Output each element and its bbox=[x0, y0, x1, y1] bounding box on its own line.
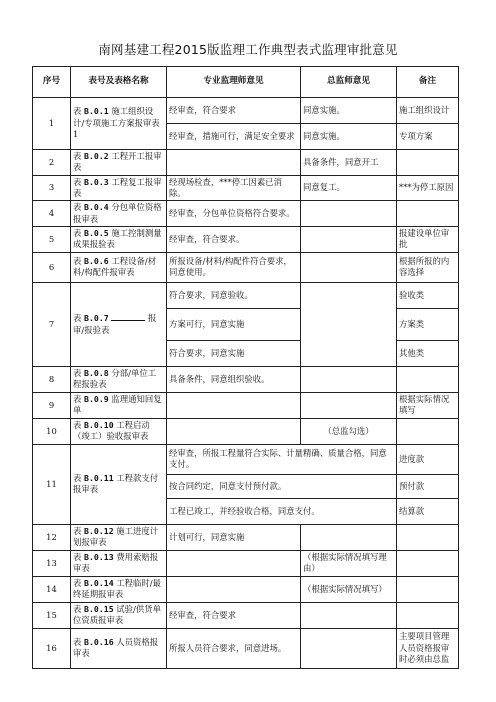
pro-opinion: 工程已竣工，并经验收合格，同意支付。 bbox=[167, 498, 397, 524]
form-title: 试验/供货单位资质报审表 bbox=[73, 603, 161, 626]
row-form-name bbox=[71, 550, 167, 576]
form-title: 施工组织设计/专项施工方案报审表1 bbox=[73, 106, 160, 140]
pro-opinion: 经现场检查，***停工因素已消除。 bbox=[167, 175, 301, 201]
table-row bbox=[33, 576, 459, 602]
remark bbox=[397, 576, 459, 602]
form-code: B.0.10 bbox=[84, 419, 114, 430]
remark: 主要项目管理人员资格报审时必须由总监 bbox=[397, 628, 459, 668]
remark bbox=[397, 418, 459, 444]
header-no: 序号 bbox=[33, 67, 71, 98]
row-no: 5 bbox=[33, 227, 71, 253]
header-name: 表号及表格名称 bbox=[71, 67, 167, 98]
row-no: 1 bbox=[33, 98, 71, 150]
form-title: 报审/报验表 bbox=[73, 313, 157, 335]
form-prefix: 表 bbox=[73, 551, 82, 562]
form-code: B.0.9 bbox=[84, 393, 109, 404]
fill-in-blank bbox=[111, 312, 145, 321]
remark: 预付款 bbox=[397, 474, 459, 498]
table-row bbox=[33, 366, 459, 392]
chief-opinion: 同意实施。 bbox=[301, 98, 397, 124]
pro-opinion: 符合要求，同意验收。 bbox=[167, 282, 301, 308]
form-code: B.0.3 bbox=[84, 176, 109, 187]
form-prefix: 表 bbox=[73, 176, 82, 187]
form-title: 工程开工报审表 bbox=[73, 151, 162, 173]
form-code: B.0.4 bbox=[84, 202, 109, 213]
form-prefix: 表 bbox=[73, 202, 82, 213]
form-code: B.0.7 bbox=[84, 313, 109, 324]
pro-opinion: 经审查，分包单位资格符合要求。 bbox=[167, 201, 301, 227]
form-code: B.0.13 bbox=[84, 551, 114, 562]
chief-opinion: （根据实际情况填写理由） bbox=[301, 550, 397, 576]
form-prefix: 表 bbox=[73, 577, 82, 588]
row-form-name bbox=[71, 444, 167, 524]
form-prefix: 表 bbox=[73, 313, 82, 324]
remark bbox=[397, 366, 459, 392]
pro-opinion: 经审查，符合要求。 bbox=[167, 227, 301, 253]
row-form-name bbox=[71, 628, 167, 668]
chief-opinion bbox=[301, 602, 397, 628]
approval-opinion-table bbox=[32, 66, 459, 669]
chief-opinion bbox=[301, 524, 397, 550]
form-code: B.0.1 bbox=[84, 106, 109, 117]
row-no: 8 bbox=[33, 366, 71, 392]
table-row bbox=[33, 201, 459, 227]
form-prefix: 表 bbox=[73, 636, 82, 647]
chief-opinion bbox=[301, 366, 397, 392]
remark: 结算款 bbox=[397, 498, 459, 524]
table-row bbox=[33, 252, 459, 282]
form-code: B.0.12 bbox=[84, 525, 114, 536]
row-no: 16 bbox=[33, 628, 71, 668]
remark bbox=[397, 150, 459, 176]
remark: ***为停工原因 bbox=[397, 175, 459, 201]
form-prefix: 表 bbox=[73, 228, 82, 239]
header-chief-opinion: 总监师意见 bbox=[301, 67, 397, 98]
form-code: B.0.14 bbox=[84, 577, 114, 588]
remark: 施工组织设计 bbox=[397, 98, 459, 124]
form-code: B.0.5 bbox=[84, 228, 109, 239]
row-no: 3 bbox=[33, 175, 71, 201]
pro-opinion bbox=[167, 550, 301, 576]
row-form-name bbox=[71, 252, 167, 282]
form-code: B.0.15 bbox=[84, 603, 114, 614]
remark: 验收类 bbox=[397, 282, 459, 308]
chief-opinion: （根据实际情况填写） bbox=[301, 576, 397, 602]
pro-opinion: 符合要求，同意实施 bbox=[167, 340, 301, 366]
pro-opinion bbox=[167, 418, 301, 444]
approval-table-frame bbox=[32, 66, 458, 669]
row-no: 13 bbox=[33, 550, 71, 576]
chief-opinion bbox=[301, 628, 397, 668]
form-title: 分包单位资格报审表 bbox=[73, 202, 162, 224]
pro-opinion: 经审查，措施可行，满足安全要求 bbox=[167, 124, 301, 150]
pro-opinion bbox=[167, 576, 301, 602]
remark: 方案类 bbox=[397, 308, 459, 340]
remark bbox=[397, 524, 459, 550]
pro-opinion: 经审查，所报工程量符合实际、计量精确、质量合格，同意支付。 bbox=[167, 444, 397, 474]
remark bbox=[397, 201, 459, 227]
form-prefix: 表 bbox=[73, 106, 82, 117]
form-prefix: 表 bbox=[73, 419, 82, 430]
table-row bbox=[33, 98, 459, 124]
table-row bbox=[33, 282, 459, 308]
row-no: 11 bbox=[33, 444, 71, 524]
chief-opinion bbox=[301, 227, 397, 253]
chief-opinion: 同意复工。 bbox=[301, 175, 397, 201]
table-header-row bbox=[33, 67, 459, 98]
row-no: 6 bbox=[33, 252, 71, 282]
header-remark: 备注 bbox=[397, 67, 459, 98]
table-row bbox=[33, 227, 459, 253]
row-form-name bbox=[71, 282, 167, 366]
row-no: 12 bbox=[33, 524, 71, 550]
chief-opinion bbox=[301, 252, 397, 282]
chief-opinion: 具备条件，同意开工 bbox=[301, 150, 397, 176]
remark: 根据实际情况填写 bbox=[397, 392, 459, 418]
chief-opinion bbox=[301, 201, 397, 227]
row-form-name bbox=[71, 392, 167, 418]
form-code: B.0.16 bbox=[84, 636, 114, 647]
row-no: 4 bbox=[33, 201, 71, 227]
form-title: 工程复工报审表 bbox=[73, 176, 162, 199]
table-row bbox=[33, 150, 459, 176]
form-title: 工程启动（竣工）验收报审表 bbox=[73, 419, 150, 442]
row-no: 15 bbox=[33, 602, 71, 628]
row-form-name bbox=[71, 201, 167, 227]
chief-opinion: 同意实施。 bbox=[301, 124, 397, 150]
remark: 进度款 bbox=[397, 444, 459, 474]
row-no: 2 bbox=[33, 150, 71, 176]
table-row bbox=[33, 550, 459, 576]
pro-opinion bbox=[167, 392, 301, 418]
table-row bbox=[33, 175, 459, 201]
form-title: 工程临时/最终延期报审表 bbox=[73, 577, 161, 600]
remark: 专项方案 bbox=[397, 124, 459, 150]
pro-opinion: 方案可行，同意实施 bbox=[167, 308, 301, 340]
row-no: 14 bbox=[33, 576, 71, 602]
pro-opinion: 具备条件，同意组织验收。 bbox=[167, 366, 301, 392]
form-title: 工程款支付报审表 bbox=[73, 472, 159, 495]
pro-opinion: 按合同约定，同意支付预付款。 bbox=[167, 474, 397, 498]
chief-opinion bbox=[301, 392, 397, 418]
form-title: 费用索赔报审表 bbox=[73, 551, 159, 574]
form-title: 施工进度计划报审表 bbox=[73, 525, 159, 548]
form-code: B.0.2 bbox=[84, 151, 109, 161]
row-form-name bbox=[71, 175, 167, 201]
form-code: B.0.8 bbox=[84, 367, 109, 378]
row-form-name bbox=[71, 418, 167, 444]
pro-opinion bbox=[167, 150, 301, 176]
form-code: B.0.6 bbox=[84, 255, 109, 266]
pro-opinion: 经审查，符合要求 bbox=[167, 98, 301, 124]
row-no: 7 bbox=[33, 282, 71, 366]
pro-opinion: 所报人员符合要求，同意进场。 bbox=[167, 628, 301, 668]
form-prefix: 表 bbox=[73, 151, 82, 161]
table-row bbox=[33, 444, 459, 474]
form-title: 分部/单位工程报验表 bbox=[73, 367, 157, 390]
row-form-name bbox=[71, 150, 167, 176]
remark: 报建设单位审批 bbox=[397, 227, 459, 253]
form-prefix: 表 bbox=[73, 472, 82, 483]
form-prefix: 表 bbox=[73, 393, 82, 404]
form-code: B.0.11 bbox=[84, 472, 114, 483]
row-form-name bbox=[71, 576, 167, 602]
form-prefix: 表 bbox=[73, 525, 82, 536]
chief-opinion: （总监勾选） bbox=[301, 418, 397, 444]
table-row bbox=[33, 392, 459, 418]
table-row bbox=[33, 418, 459, 444]
form-prefix: 表 bbox=[73, 603, 82, 614]
table-row bbox=[33, 628, 459, 668]
chief-opinion bbox=[301, 282, 397, 366]
remark bbox=[397, 602, 459, 628]
row-form-name bbox=[71, 227, 167, 253]
row-no: 10 bbox=[33, 418, 71, 444]
table-row bbox=[33, 602, 459, 628]
row-form-name bbox=[71, 98, 167, 150]
form-prefix: 表 bbox=[73, 367, 82, 378]
form-prefix: 表 bbox=[73, 255, 82, 266]
remark: 根据所报的内容选择 bbox=[397, 252, 459, 282]
header-pro-opinion: 专业监理师意见 bbox=[167, 67, 301, 98]
page-title: 南网基建工程2015版监理工作典型表式监理审批意见 bbox=[98, 42, 398, 57]
form-title: 施工控制测量成果报验表 bbox=[73, 228, 162, 250]
remark bbox=[397, 550, 459, 576]
pro-opinion: 经审查，符合要求 bbox=[167, 602, 301, 628]
row-form-name bbox=[71, 366, 167, 392]
pro-opinion: 所报设备/材料/构配件符合要求，同意使用。 bbox=[167, 252, 301, 282]
row-form-name bbox=[71, 524, 167, 550]
form-title: 工程设备/材料/构配件报审表 bbox=[73, 255, 157, 278]
form-title: 人员资格报审表 bbox=[73, 636, 159, 659]
row-form-name bbox=[71, 602, 167, 628]
row-no: 9 bbox=[33, 392, 71, 418]
pro-opinion: 计划可行，同意实施 bbox=[167, 524, 301, 550]
form-title: 监理通知回复单 bbox=[73, 393, 162, 416]
remark: 其他类 bbox=[397, 340, 459, 366]
table-row bbox=[33, 524, 459, 550]
